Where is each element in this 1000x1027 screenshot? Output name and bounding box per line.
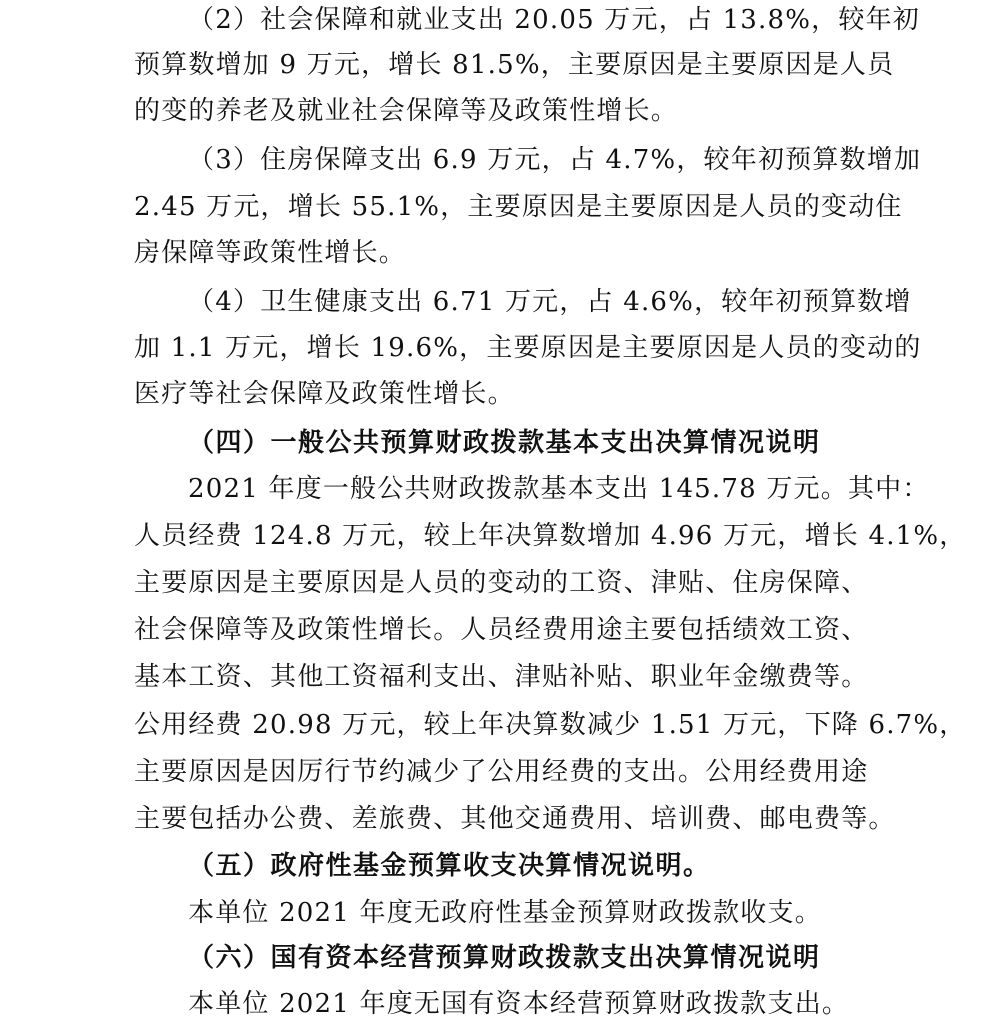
- text-line: 预算数增加 9 万元，增长 81.5%，主要原因是主要原因是人员: [134, 50, 895, 80]
- text-line: 主要原因是因厉行节约减少了公用经费的支出。公用经费用途: [134, 757, 869, 787]
- text-line: 的变的养老及就业社会保障等及政策性增长。: [134, 96, 679, 126]
- text-line: 2021 年度一般公共财政拨款基本支出 145.78 万元。其中：: [188, 474, 930, 504]
- text-line: 基本工资、其他工资福利支出、津贴补贴、职业年金缴费等。: [134, 662, 869, 692]
- text-line: 主要包括办公费、差旅费、其他交通费用、培训费、邮电费等。: [134, 804, 896, 834]
- text-line: 社会保障等及政策性增长。人员经费用途主要包括绩效工资、: [134, 615, 869, 645]
- text-line: 2.45 万元，增长 55.1%，主要原因是主要原因是人员的变动住: [134, 192, 903, 222]
- section-heading: （六）国有资本经营预算财政拨款支出决算情况说明: [188, 943, 821, 973]
- text-line: 加 1.1 万元，增长 19.6%，主要原因是主要原因是人员的变动的: [134, 333, 922, 363]
- text-line: 主要原因是主要原因是人员的变动的工资、津贴、住房保障、: [134, 568, 869, 598]
- text-line: （4）卫生健康支出 6.71 万元，占 4.6%，较年初预算数增: [188, 287, 912, 317]
- section-heading: （四）一般公共预算财政拨款基本支出决算情况说明: [188, 428, 821, 458]
- text-line: 公用经费 20.98 万元，较上年决算数减少 1.51 万元，下降 6.7%，: [134, 710, 967, 740]
- text-line: 医疗等社会保障及政策性增长。: [134, 379, 515, 409]
- text-line: 人员经费 124.8 万元，较上年决算数增加 4.96 万元，增长 4.1%，: [134, 521, 967, 551]
- text-line: 房保障等政策性增长。: [134, 238, 407, 268]
- section-heading: （五）政府性基金预算收支决算情况说明。: [188, 851, 711, 881]
- text-line: 本单位 2021 年度无政府性基金预算财政拨款收支。: [188, 898, 822, 928]
- text-line: （3）住房保障支出 6.9 万元，占 4.7%，较年初预算数增加: [188, 145, 922, 175]
- text-line: （2）社会保障和就业支出 20.05 万元，占 13.8%，较年初: [188, 5, 920, 35]
- text-line: 本单位 2021 年度无国有资本经营预算财政拨款支出。: [188, 989, 850, 1019]
